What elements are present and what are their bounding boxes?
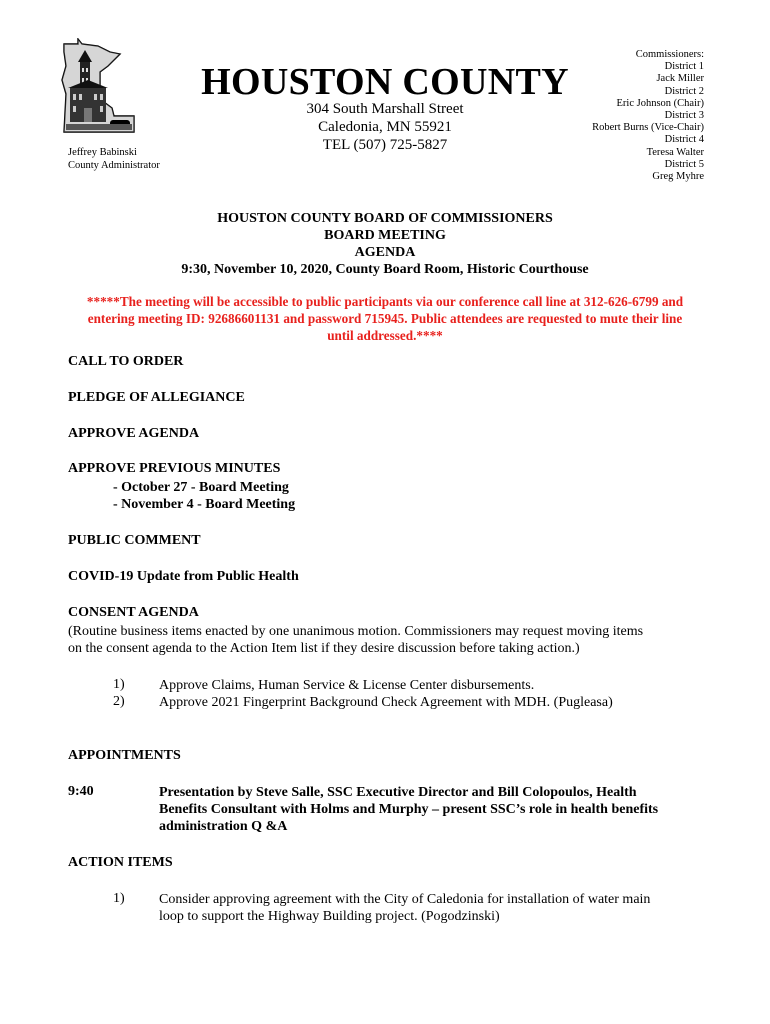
minutes-item: - November 4 - Board Meeting xyxy=(113,497,296,512)
public-comment-heading: PUBLIC COMMENT xyxy=(68,533,201,548)
appointment-description xyxy=(159,784,658,835)
action-items-heading: ACTION ITEMS xyxy=(68,855,173,870)
address-line: Caledonia, MN 55921 xyxy=(318,119,452,135)
action-item-text xyxy=(159,891,650,925)
consent-description xyxy=(68,623,643,657)
county-address xyxy=(270,100,500,154)
consent-description-line: (Routine business items enacted by one unanimous motion. Commissioners may request moving items xyxy=(68,624,644,639)
appointment-time: 9:40 xyxy=(68,784,94,799)
action-item-number: 1) xyxy=(113,891,125,906)
commissioners-list xyxy=(592,49,704,183)
board-title: HOUSTON COUNTY BOARD OF COMMISSIONERS xyxy=(217,211,553,226)
district-label: District 2 xyxy=(664,85,704,97)
meeting-type: BOARD MEETING xyxy=(324,228,446,243)
appointments-heading: APPOINTMENTS xyxy=(68,748,181,763)
district-label: District 5 xyxy=(664,158,704,170)
pledge-heading: PLEDGE OF ALLEGIANCE xyxy=(68,390,245,405)
notice-line: until addressed.**** xyxy=(327,328,443,343)
notice-line: entering meeting ID: 92686601131 and password 715945. Public attendees are requested to mute their line xyxy=(87,311,683,326)
administrator-name: Jeffrey Babinski xyxy=(68,147,137,158)
commissioner-name: Jack Miller xyxy=(656,73,704,85)
county-title: HOUSTON COUNTY xyxy=(201,61,569,103)
consent-item-line: Approve 2021 Fingerprint Background Check Agreement with MDH. (Pugleasa) xyxy=(159,695,613,710)
appointment-line: Presentation by Steve Salle, SSC Executive Director and Bill Colopoulos, Health xyxy=(159,785,637,800)
commissioners-label: Commissioners: xyxy=(635,49,704,60)
phone-line: TEL (507) 725-5827 xyxy=(322,137,448,153)
notice-line: *****The meeting will be accessible to public participants via our conference call line at 312-626-6799 and xyxy=(86,294,684,309)
meeting-datetime: 9:30, November 10, 2020, County Board Room, Historic Courthouse xyxy=(181,262,589,277)
call-to-order-heading: CALL TO ORDER xyxy=(68,354,184,369)
approve-minutes-heading: APPROVE PREVIOUS MINUTES xyxy=(68,461,281,476)
consent-item-number: 1) xyxy=(113,677,125,692)
minnesota-courthouse-logo xyxy=(60,38,138,134)
district-label: District 4 xyxy=(664,134,704,146)
public-access-notice xyxy=(60,293,710,344)
administrator-title: County Administrator xyxy=(68,160,160,171)
action-item-line: loop to support the Highway Building project. (Pogodzinski) xyxy=(159,909,500,924)
commissioner-name: Teresa Walter xyxy=(646,146,704,158)
agenda-label: AGENDA xyxy=(354,245,416,260)
consent-item-text xyxy=(159,694,613,711)
commissioner-name: Eric Johnson (Chair) xyxy=(616,97,704,109)
address-line: 304 South Marshall Street xyxy=(306,101,464,117)
consent-agenda-heading: CONSENT AGENDA xyxy=(68,605,199,620)
action-item-line: Consider approving agreement with the City of Caledonia for installation of water main xyxy=(159,892,651,907)
minutes-item: - October 27 - Board Meeting xyxy=(113,480,289,495)
consent-item-number: 2) xyxy=(113,694,125,709)
district-label: District 1 xyxy=(664,61,704,73)
approve-agenda-heading: APPROVE AGENDA xyxy=(68,426,200,441)
agenda-heading xyxy=(0,210,770,278)
consent-item-line: Approve Claims, Human Service & License Center disbursements. xyxy=(159,678,535,693)
commissioner-name: Robert Burns (Vice-Chair) xyxy=(592,122,704,134)
district-label: District 3 xyxy=(664,110,704,122)
covid-update-heading: COVID-19 Update from Public Health xyxy=(68,569,299,584)
administrator-block xyxy=(68,146,160,172)
appointment-line: Benefits Consultant with Holms and Murphy – present SSC’s role in health benefits xyxy=(159,802,659,817)
commissioner-name: Greg Myhre xyxy=(652,171,704,183)
consent-description-line: on the consent agenda to the Action Item list if they desire discussion before taking action.) xyxy=(68,641,580,656)
consent-item-text xyxy=(159,677,534,694)
appointment-line: administration Q &A xyxy=(159,819,288,834)
